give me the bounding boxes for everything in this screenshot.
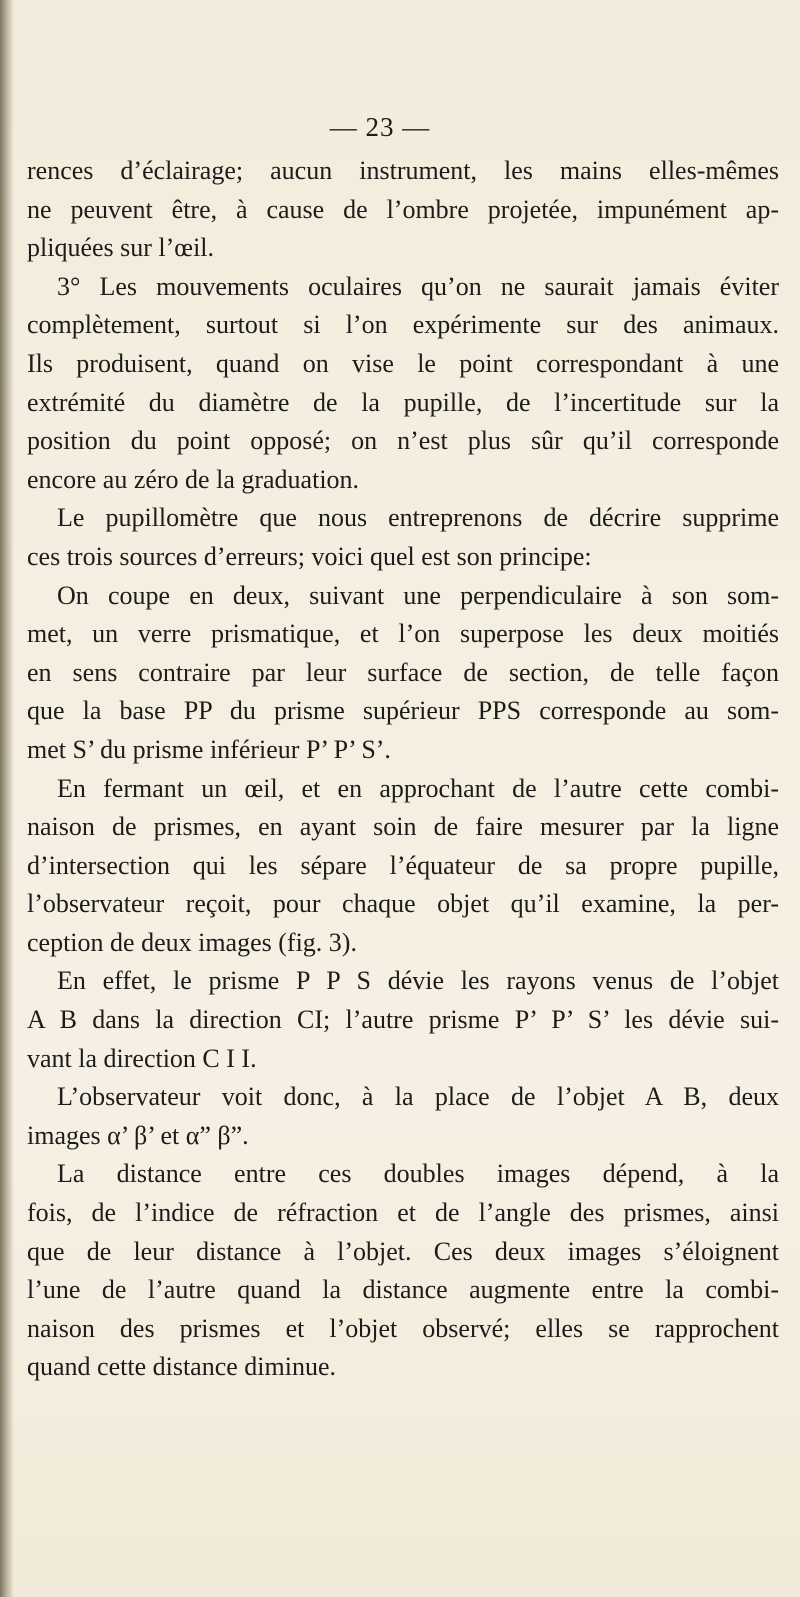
page-binding-edge xyxy=(0,0,14,1597)
text-line: met S’ du prisme inférieur P’ P’ S’. xyxy=(27,734,391,764)
text-line: en sens contraire par leur surface de section, de telle façon xyxy=(27,657,779,687)
text-line: encore au zéro de la graduation. xyxy=(27,464,360,494)
text-line: met, un verre prismatique, et l’on superpose les deux moitiés xyxy=(27,619,779,649)
text-line: L’observateur voit donc, à la place de l’objet A B, deux xyxy=(57,1082,779,1112)
text-line: que de leur distance à l’objet. Ces deux images s’éloignent xyxy=(27,1236,779,1266)
text-line: complètement, surtout si l’on expérimente sur des animaux. xyxy=(27,310,779,340)
text-line: En effet, le prisme P P S dévie les rayons venus de l’objet xyxy=(57,966,779,996)
text-line: On coupe en deux, suivant une perpendiculaire à son som- xyxy=(57,580,779,610)
text-line: l’observateur reçoit, pour chaque objet qu’il examine, la per- xyxy=(27,889,779,919)
page-number: — 23 — xyxy=(329,112,431,142)
text-line: rences d’éclairage; aucun instrument, les mains elles-mêmes xyxy=(27,156,779,185)
text-line: position du point opposé; on n’est plus sûr qu’il corresponde xyxy=(27,426,779,456)
text-line: d’intersection qui les sépare l’équateur de sa propre pupille, xyxy=(27,850,779,880)
text-line: que la base PP du prisme supérieur PPS corresponde au som- xyxy=(27,696,779,726)
text-line: l’une de l’autre quand la distance augmente entre la combi- xyxy=(27,1275,779,1305)
text-line: ces trois sources d’erreurs; voici quel est son principe: xyxy=(27,541,592,571)
text-line: ception de deux images (fig. 3). xyxy=(27,927,357,957)
text-line: La distance entre ces doubles images dépend, à la xyxy=(57,1159,779,1189)
text-line: naison de prismes, en ayant soin de faire mesurer par la ligne xyxy=(27,812,779,842)
text-line: fois, de l’indice de réfraction et de l’angle des prismes, ainsi xyxy=(27,1198,779,1228)
text-line: A B dans la direction CI; l’autre prisme P’ P’ S’ les dévie sui- xyxy=(27,1005,779,1035)
text-line: Ils produisent, quand on vise le point correspondant à une xyxy=(27,348,779,378)
text-line: En fermant un œil, et en approchant de l’autre cette combi- xyxy=(57,773,779,803)
text-line: extrémité du diamètre de la pupille, de l’incertitude sur la xyxy=(27,387,779,417)
text-line: quand cette distance diminue. xyxy=(27,1352,337,1382)
text-line: pliquées sur l’œil. xyxy=(27,233,215,263)
text-line: naison des prismes et l’objet observé; elles se rapprochent xyxy=(27,1313,779,1343)
text-line: vant la direction C I I. xyxy=(27,1043,257,1073)
text-line: Le pupillomètre que nous entreprenons de décrire supprime xyxy=(57,503,779,533)
text-line: ne peuvent être, à cause de l’ombre projetée, impunément ap- xyxy=(27,194,779,224)
text-line: images α’ β’ et α” β”. xyxy=(27,1120,249,1150)
body-text xyxy=(27,152,779,1387)
text-line: 3° Les mouvements oculaires qu’on ne saurait jamais éviter xyxy=(57,271,779,301)
